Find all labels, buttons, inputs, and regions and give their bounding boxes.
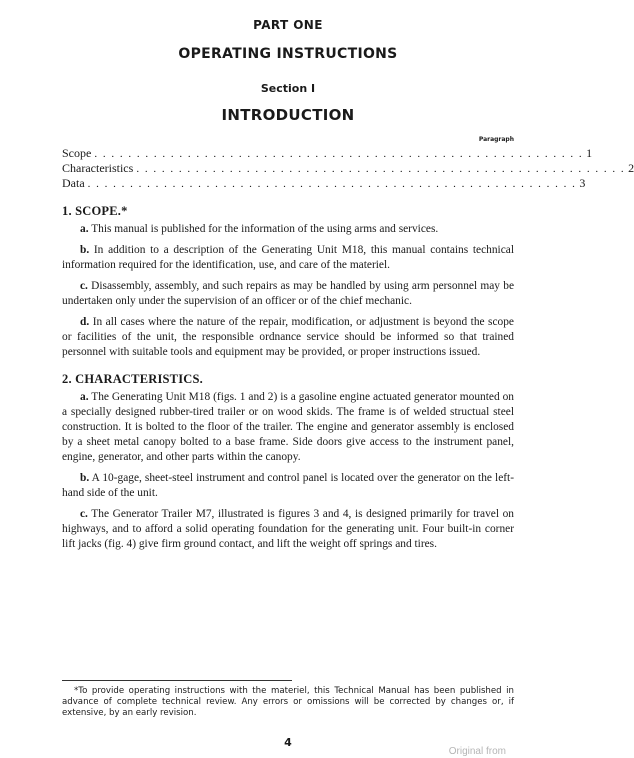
paragraph-letter: b.: [80, 472, 90, 484]
paragraph: [62, 390, 514, 465]
toc-item: [62, 146, 593, 161]
scope-heading: 1. SCOPE.*: [62, 204, 128, 218]
introduction-heading: INTRODUCTION: [221, 106, 355, 124]
page-number: 4: [284, 736, 292, 749]
toc-item-label: Scope: [62, 146, 92, 160]
paragraph: [62, 243, 514, 273]
paragraph-letter: a.: [80, 391, 89, 403]
watermark-text: Original from: [448, 746, 506, 757]
toc-item-label: Characteristics: [62, 161, 134, 175]
section-heading: Section I: [260, 82, 316, 95]
body-text: [62, 204, 514, 558]
paragraph-text: A 10-gage, sheet-steel instrument and control panel is located over the generator on the left-hand side of the unit.: [62, 472, 514, 499]
paragraph-text: In addition to a description of the Generating Unit M18, this manual contains technical information required for the identification, use, and care of the materiel.: [62, 244, 514, 271]
paragraph: [62, 279, 514, 309]
paragraph: [62, 315, 514, 360]
paragraph-letter: c.: [80, 508, 88, 520]
toc-item-number: 3: [579, 176, 586, 190]
toc-leader-dots: . . . . . . . . . . . . . . . . . . . . . . . . . . . . . . . . . . . . . . . . . . . . . . . . . . . . . . . . . .: [94, 148, 584, 160]
paragraph-letter: b.: [80, 244, 90, 256]
toc-item-number: 1: [586, 146, 593, 160]
footnote: *To provide operating instructions with the materiel, this Technical Manual has been published in advance of complete technical review. Any errors or omissions will be corrected by changes or, if extensive, by an early revision.: [62, 686, 514, 718]
characteristics-heading: 2. CHARACTERISTICS.: [62, 372, 203, 386]
toc-item: [62, 161, 634, 176]
paragraph-text: The Generating Unit M18 (figs. 1 and 2) is a gasoline engine actuated generator mounted on a specially designed rubber-tired trailer or on wood skids. The frame is of welded structual steel construction. It is bolted to the floor of the trailer. The engine and generator assembly is enclosed by a sheet metal canopy bolted to a base frame. Side doors give access to the instrument panel, engine, generator, and other parts within the canopy.: [62, 391, 514, 463]
toc-leader-dots: . . . . . . . . . . . . . . . . . . . . . . . . . . . . . . . . . . . . . . . . . . . . . . . . . . . . . . . . . .: [136, 163, 626, 175]
paragraph: [62, 222, 514, 237]
operating-instructions-heading: OPERATING INSTRUCTIONS: [178, 46, 398, 62]
paragraph-text: This manual is published for the information of the using arms and services.: [91, 223, 439, 235]
table-of-contents: [62, 146, 634, 191]
paragraph-text: Disassembly, assembly, and such repairs as may be handled by using arm personnel may be undertaken only under the supervision of an officer or of the chief mechanic.: [62, 280, 514, 307]
toc-column-label: Paragraph: [478, 136, 514, 143]
paragraph-letter: d.: [80, 316, 90, 328]
paragraph-text: The Generator Trailer M7, illustrated is figures 3 and 4, is designed primarily for travel on highways, and to afford a solid operating foundation for the generating unit. Four built-in corner lift jacks (fig. 4) give firm ground contact, and lift the weight off springs and tires.: [62, 508, 514, 550]
paragraph: [62, 471, 514, 501]
toc-item: [62, 176, 586, 191]
part-heading: PART ONE: [253, 18, 323, 32]
paragraph-letter: c.: [80, 280, 88, 292]
paragraph-letter: a.: [80, 223, 89, 235]
footnote-rule: [62, 680, 292, 681]
paragraph-text: In all cases where the nature of the repair, modification, or adjustment is beyond the scope or facilities of the unit, the responsible ordnance service should be informed so that trained personnel with suitable tools and equipment may be provided, or proper instructions issued.: [62, 316, 514, 358]
toc-item-number: 2: [628, 161, 634, 175]
toc-item-label: Data: [62, 176, 85, 190]
toc-leader-dots: . . . . . . . . . . . . . . . . . . . . . . . . . . . . . . . . . . . . . . . . . . . . . . . . . . . . . . . . . .: [87, 178, 577, 190]
paragraph: [62, 507, 514, 552]
